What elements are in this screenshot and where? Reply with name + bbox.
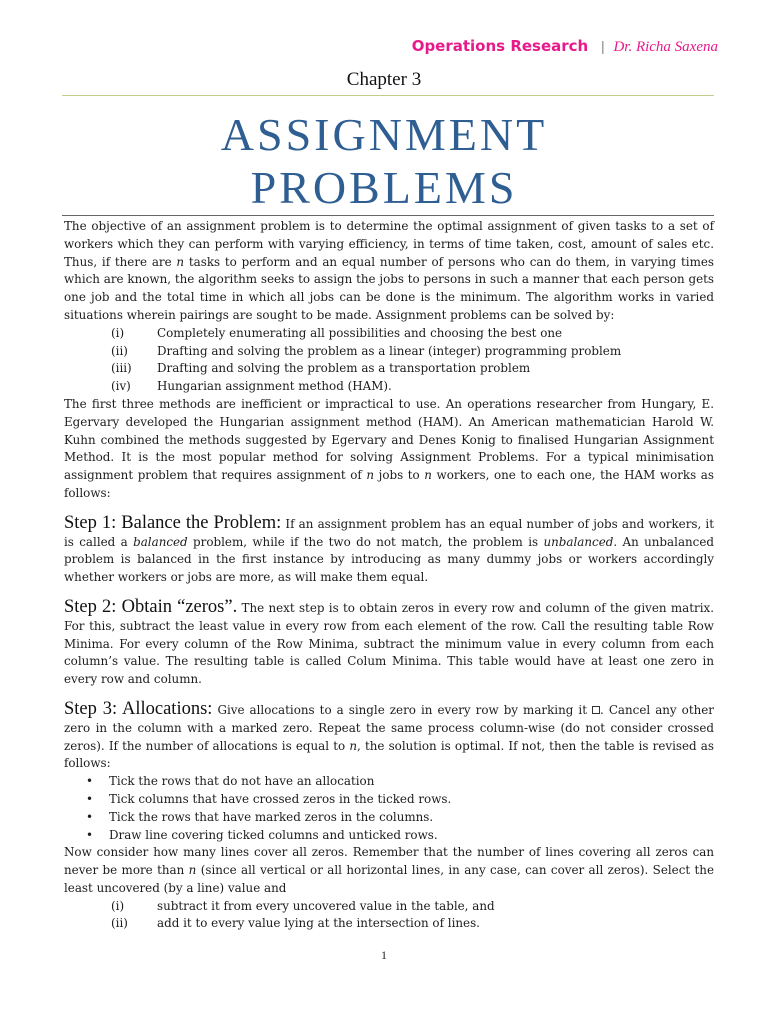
list-item (64, 809, 714, 827)
history-text-1: The first three methods are inefficient or impractical to use. An operations researcher from Hungary, E. Egervary developed the Hungarian assignment method (HAM). An American mathematician Harold W. Kuhn combined the methods suggested by Egervary and Denes Konig to finalised Hungarian Assignment Method. It is the most popular method for solving Assignment Problems. For a typical minimisation assignment problem that requires assignment of (64, 396, 714, 483)
list-item-text: Completely enumerating all possibilities and choosing the best one (157, 325, 563, 340)
history-text-2: jobs to (374, 468, 425, 483)
title-line-2: PROBLEMS (250, 162, 518, 213)
step-3-text-2: . Cancel any other zero in the column with a marked zero. Repeat the same process column-wise (do not consider crossed zeros). If the number of allocations is equal to (64, 702, 714, 753)
list-item-number: (iii) (111, 361, 132, 376)
list-item (64, 325, 714, 343)
final-steps-list (64, 898, 714, 934)
list-item-text: subtract it from every uncovered value in the table, and (157, 898, 495, 913)
list-item-text: Drafting and solving the problem as a linear (integer) programming problem (157, 343, 622, 358)
list-item (64, 915, 714, 933)
step-3-paragraph (64, 698, 714, 773)
intro-paragraph (64, 218, 714, 325)
list-item-number: (i) (111, 325, 125, 340)
lines-text-1: Now consider how many lines cover all zeros. Remember that the number of lines covering all zeros can never be more than (64, 845, 714, 878)
page-header (412, 36, 718, 56)
list-item (64, 360, 714, 378)
list-item (64, 773, 714, 791)
history-n2: n (424, 468, 432, 483)
title-line-1: ASSIGNMENT (220, 109, 548, 160)
body-text (64, 218, 714, 933)
bullet-icon: • (86, 774, 94, 789)
list-item-number: (ii) (111, 916, 128, 931)
list-item-number: (iv) (111, 379, 131, 394)
step-1-unbalanced: unbalanced (543, 534, 614, 549)
square-mark-icon (592, 706, 600, 714)
step-1-balanced: balanced (133, 534, 188, 549)
step-1-text-3: . An unbalanced problem is balanced in the first instance by introducing as many dummy jobs or workers accordingly whether workers or jobs are more, as will make them equal. (64, 534, 714, 585)
bullet-icon: • (86, 809, 94, 824)
step-3-heading: Step 3: Allocations: (64, 698, 213, 719)
intro-text-2: tasks to perform and an equal number of persons who can do them, in varying times which are known, the algorithm seeks to assign the jobs to persons in such a manner that each person gets one job and the total time in which all jobs can be done is the minimum. The algorithm works in varied situations wherein pairings are sought to be made. Assignment problems can be solved by: (64, 254, 714, 322)
title-rule (62, 215, 714, 216)
header-author: Dr. Richa Saxena (613, 39, 718, 55)
list-item (64, 827, 714, 845)
bullet-list (64, 773, 714, 844)
intro-text-1: The objective of an assignment problem is to determine the optimal assignment of given tasks to a set of workers which they can perform with varying efficiency, in terms of time taken, cost, amount of sales etc. Thus, if there are (64, 219, 714, 269)
lines-n: n (188, 863, 197, 878)
step-3-text-1: Give allocations to a single zero in every row by marking it (212, 702, 593, 717)
bullet-icon: • (86, 791, 94, 806)
list-item-text: Tick the rows that do not have an allocation (109, 774, 375, 789)
list-item-text: Tick the rows that have marked zeros in the columns. (109, 809, 434, 824)
header-separator: | (601, 39, 605, 55)
page-number: 1 (381, 948, 387, 962)
step-1-text-1: If an assignment problem has an equal number of jobs and workers, it is called a (64, 516, 714, 549)
intro-n: n (176, 254, 185, 269)
lines-paragraph (64, 844, 714, 897)
list-item (64, 378, 714, 396)
list-item (64, 343, 714, 361)
history-n1: n (366, 468, 375, 483)
list-item-text: Draw line covering ticked columns and unticked rows. (109, 827, 438, 842)
header-rule (62, 95, 714, 96)
step-2-text: The next step is to obtain zeros in every row and column of the given matrix. For this, subtract the least value in every row from each element of the row. Call the resulting table Row Minima. For every column of the Row Minima, subtract the minimum value in every column from each column’s value. The resulting table is called Colum Minima. This table would have at least one zero in every row and column. (64, 600, 714, 687)
step-2-heading: Step 2: Obtain “zeros”. (64, 596, 238, 617)
list-item-number: (i) (111, 898, 125, 913)
list-item-number: (ii) (111, 343, 128, 358)
list-item-text: Tick columns that have crossed zeros in the ticked rows. (109, 791, 452, 806)
list-item-text: add it to every value lying at the intersection of lines. (157, 916, 480, 931)
history-paragraph (64, 396, 714, 503)
history-text-3: workers, one to each one, the HAM works as follows: (64, 468, 714, 500)
lines-text-2: (since all vertical or all horizontal lines, in any case, can cover all zeros). Select the least uncovered (by a line) value and (64, 863, 714, 895)
methods-list (64, 325, 714, 396)
bullet-icon: • (86, 827, 94, 842)
step-1-heading: Step 1: Balance the Problem: (64, 512, 282, 533)
list-item (64, 898, 714, 916)
step-2-paragraph (64, 596, 714, 689)
step-3-text-3: , the solution is optimal. If not, then the table is revised as follows: (64, 738, 714, 771)
step-3-n: n (349, 738, 357, 753)
chapter-title (0, 108, 768, 214)
chapter-label: Chapter 3 (346, 69, 422, 90)
list-item-text: Hungarian assignment method (HAM). (157, 379, 392, 394)
list-item-text: Drafting and solving the problem as a transportation problem (157, 361, 531, 376)
step-1-paragraph (64, 512, 714, 587)
list-item (64, 791, 714, 809)
header-subject: Operations Research (411, 37, 589, 55)
step-1-text-2: problem, while if the two do not match, the problem is (187, 534, 544, 549)
